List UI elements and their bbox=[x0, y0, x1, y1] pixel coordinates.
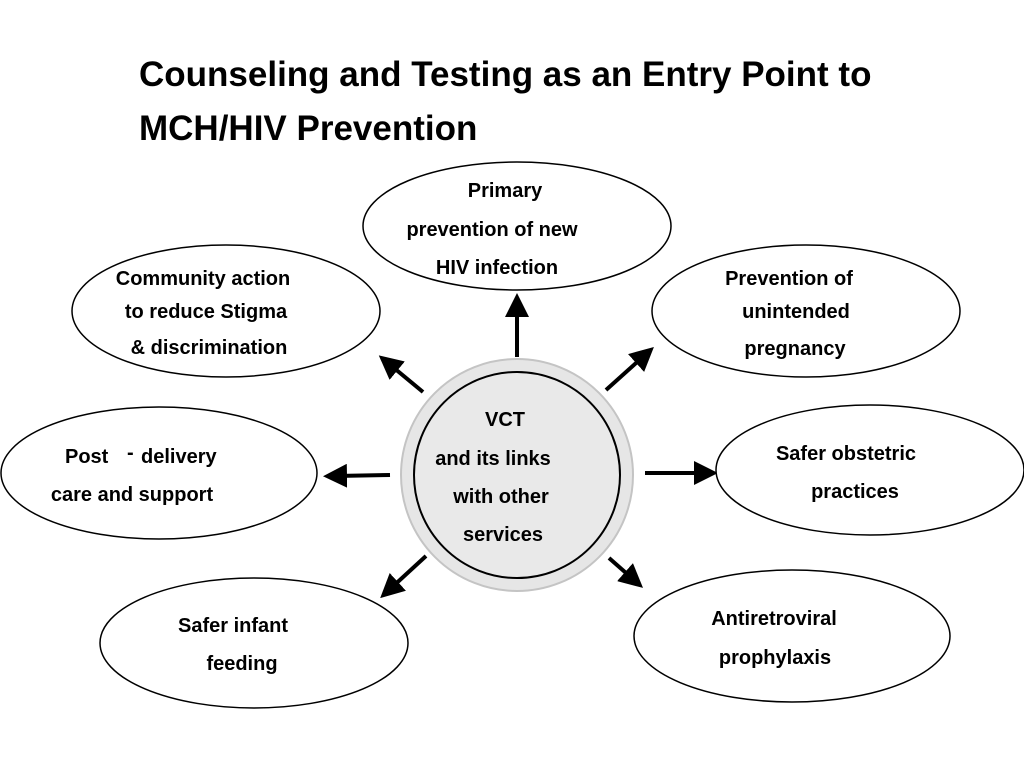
node-infant-feeding bbox=[100, 578, 408, 708]
node-community-action bbox=[72, 245, 380, 377]
node-obstetric-ellipse bbox=[716, 405, 1024, 535]
arrow-left bbox=[335, 475, 390, 476]
node-antiretroviral-ellipse bbox=[634, 570, 950, 702]
title-line-2: MCH/HIV Prevention bbox=[139, 109, 478, 148]
node-primary-prevention bbox=[363, 162, 671, 290]
center-node bbox=[401, 359, 633, 591]
center-line-3: with other bbox=[453, 486, 549, 508]
node-antiretroviral bbox=[634, 570, 950, 702]
arrow-down-right bbox=[609, 558, 634, 580]
arrow-up-right bbox=[606, 355, 645, 390]
node-infant-feeding-ellipse bbox=[100, 578, 408, 708]
node-antiretroviral-line-2: prophylaxis bbox=[718, 647, 832, 669]
node-unintended-pregnancy bbox=[652, 245, 960, 377]
title-line-1: Counseling and Testing as an Entry Point to bbox=[139, 55, 872, 94]
node-post-delivery-line-2: care and support bbox=[50, 484, 214, 506]
node-community-action-line-1: Community action bbox=[115, 268, 291, 290]
center-inner-circle bbox=[414, 372, 620, 578]
node-post-delivery-dash: - bbox=[127, 442, 134, 464]
node-community-action-line-3: & discrimination bbox=[130, 337, 288, 359]
node-obstetric bbox=[716, 405, 1024, 535]
center-line-4: services bbox=[462, 524, 544, 546]
node-post-delivery-ellipse bbox=[1, 407, 317, 539]
node-infant-feeding-line-1: Safer infant bbox=[177, 615, 289, 637]
node-unintended-pregnancy-line-1: Prevention of bbox=[725, 268, 853, 290]
node-primary-prevention-line-1: Primary bbox=[467, 180, 543, 202]
node-post-delivery-delivery: delivery bbox=[141, 446, 217, 468]
node-obstetric-line-1: Safer obstetric bbox=[775, 443, 917, 465]
center-line-2: and its links bbox=[435, 448, 551, 470]
arrow-down-left bbox=[389, 556, 426, 590]
arrow-up-left bbox=[388, 363, 423, 392]
node-primary-prevention-line-2: prevention of new bbox=[406, 219, 578, 241]
node-infant-feeding-line-2: feeding bbox=[206, 653, 278, 675]
node-obstetric-line-2: practices bbox=[811, 481, 899, 503]
center-line-1: VCT bbox=[485, 409, 525, 431]
node-unintended-pregnancy-line-2: unintended bbox=[742, 301, 850, 323]
node-post-delivery bbox=[1, 407, 317, 539]
node-primary-prevention-line-3: HIV infection bbox=[435, 257, 559, 279]
node-unintended-pregnancy-line-3: pregnancy bbox=[744, 338, 846, 360]
node-antiretroviral-line-1: Antiretroviral bbox=[711, 608, 837, 630]
node-community-action-line-2: to reduce Stigma bbox=[124, 301, 288, 323]
node-post-delivery-post: Post bbox=[65, 446, 109, 468]
